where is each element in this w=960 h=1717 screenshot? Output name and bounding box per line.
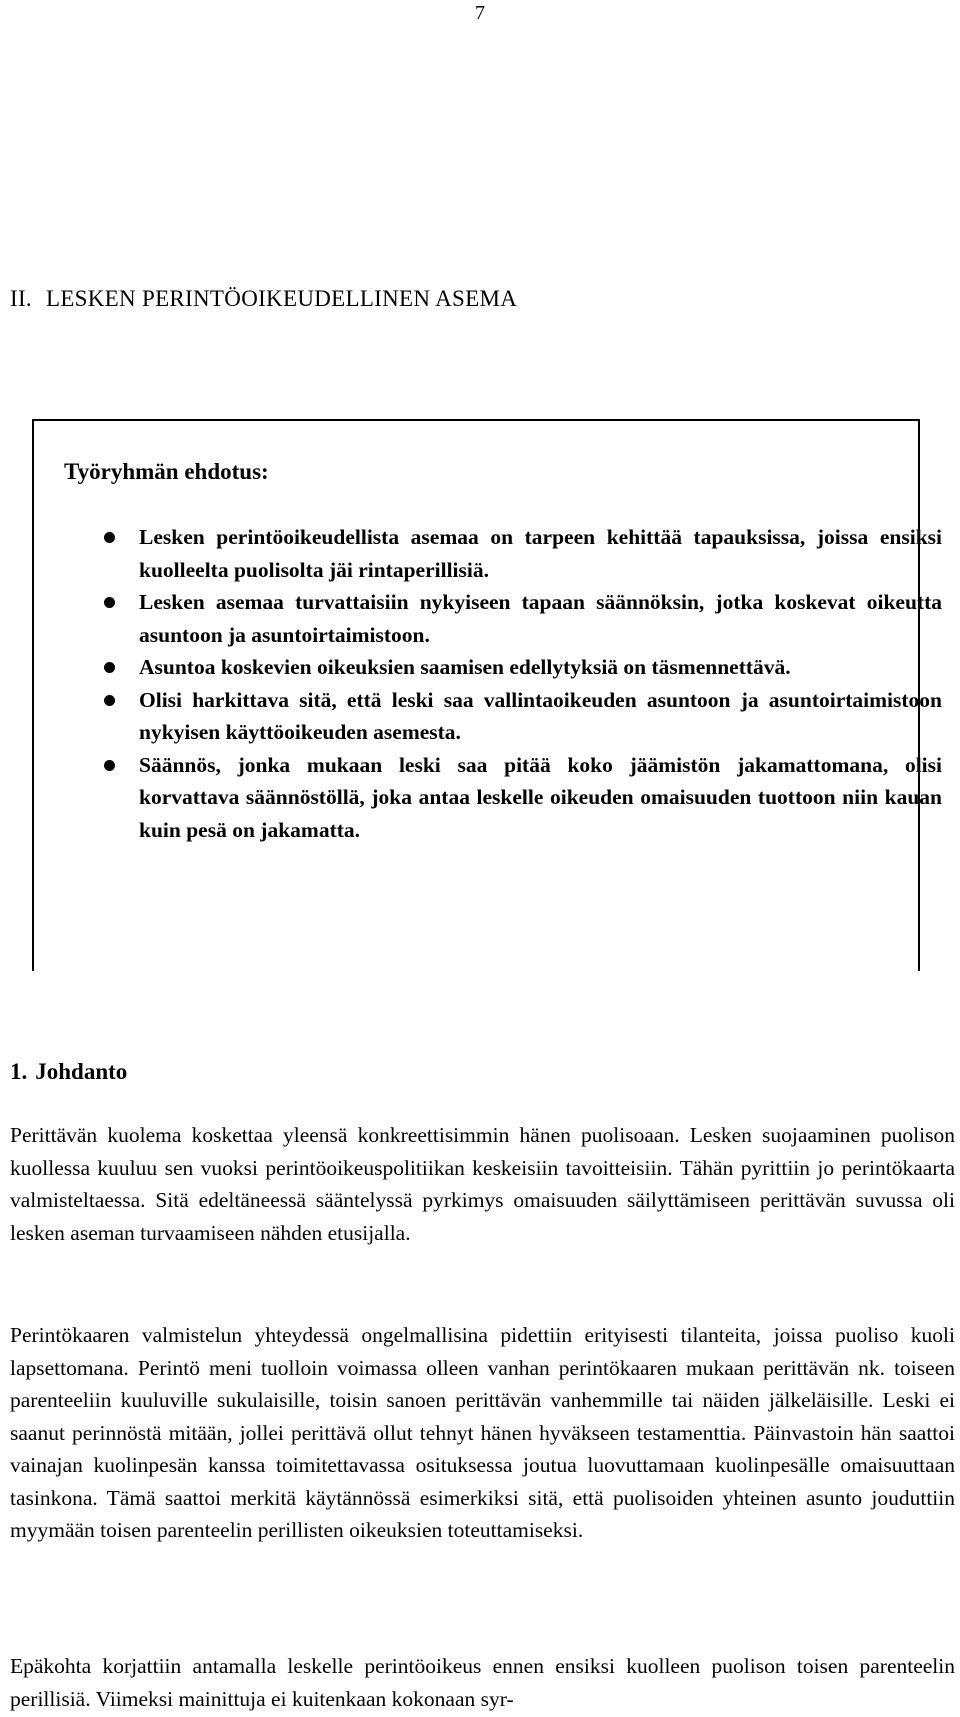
proposal-item-text: Asuntoa koskevien oikeuksien saamisen edellytyksiä on täsmennettävä. xyxy=(139,655,791,679)
chapter-title xyxy=(10,286,517,312)
section-number: 1. xyxy=(10,1059,28,1084)
proposal-list-item xyxy=(64,521,942,586)
proposal-box xyxy=(32,419,942,971)
proposal-list xyxy=(64,521,942,846)
proposal-item-text: Lesken asemaa turvattaisiin nykyiseen tapaan säännöksin, jotka koskevat oikeutta asuntoon ja asuntoirtaimistoon. xyxy=(139,590,942,647)
proposal-item-text: Säännös, jonka mukaan leski saa pitää koko jäämistön jakamattomana, olisi korvattava säännöstöllä, joka antaa leskelle oikeuden omaisuuden tuottoon niin kauan kuin pesä on jakamatta. xyxy=(139,752,942,842)
proposal-item-text: Lesken perintöoikeudellista asemaa on tarpeen kehittää tapauksissa, joissa ensiksi kuolleelta puolisolta jäi rintaperillisiä. xyxy=(139,525,942,582)
section-title: Johdanto xyxy=(35,1059,128,1084)
chapter-number: II. xyxy=(10,286,32,311)
body-paragraph: Perintökaaren valmistelun yhteydessä ongelmallisina pidettiin erityisesti tilanteita, joissa puoliso kuoli lapsettomana. Perintö meni tuolloin voimassa olleen vanhan perintökaaren mukaan perittävän nk. toiseen parenteeliin kuuluville sukulaisille, toisin sanoen perittävän vanhemmille tai näiden jälkeläisille. Leski ei saanut perinnöstä mitään, jollei perittävä ollut tehnyt hänen hyväkseen testamenttia. Päinvastoin hän saattoi vainajan kuolinpesän kanssa toimitettavassa osituksessa joutua luovuttamaan kuolinpesälle omaisuuttaan tasinkona. Tämä saattoi merkitä käytännössä esimerkiksi sitä, että puolisoiden yhteinen asunto jouduttiin myymään toisen parenteelin perillisten oikeuksien toteuttamiseksi. xyxy=(10,1323,955,1542)
proposal-item-text: Olisi harkittava sitä, että leski saa vallintaoikeuden asuntoon ja asuntoirtaimistoon nykyisen käyttöoikeuden asemesta. xyxy=(139,687,942,744)
section-heading xyxy=(10,1059,127,1085)
proposal-list-item xyxy=(64,749,942,847)
proposal-list-item xyxy=(64,651,942,684)
proposal-list-item xyxy=(64,684,942,749)
bullet-icon xyxy=(104,760,115,771)
bullet-icon xyxy=(104,597,115,608)
bullet-icon xyxy=(104,695,115,706)
page-number: 7 xyxy=(475,2,485,24)
chapter-title-text: LESKEN PERINTÖOIKEUDELLINEN ASEMA xyxy=(45,286,518,311)
proposal-list-item xyxy=(64,586,942,651)
body-paragraph: Epäkohta korjattiin antamalla leskelle perintöoikeus ennen ensiksi kuolleen puolison toisen parenteelin perillisiä. Viimeksi mainittuja ei kuitenkaan kokonaan syr- xyxy=(10,1654,955,1711)
bullet-icon xyxy=(104,532,115,543)
body-paragraph: Perittävän kuolema koskettaa yleensä konkreettisimmin hänen puolisoaan. Lesken suojaaminen puolison kuollessa kuuluu sen vuoksi perintöoikeuspolitiikan keskeisiin tavoitteisiin. Tähän pyrittiin jo perintökaarta valmisteltaessa. Sitä edeltäneessä sääntelyssä pyrkimys omaisuuden säilyttämiseen perittävän suvussa oli lesken aseman turvaamiseen nähden etusijalla. xyxy=(10,1123,955,1245)
bullet-icon xyxy=(104,662,115,673)
proposal-box-title: Työryhmän ehdotus: xyxy=(64,459,269,484)
